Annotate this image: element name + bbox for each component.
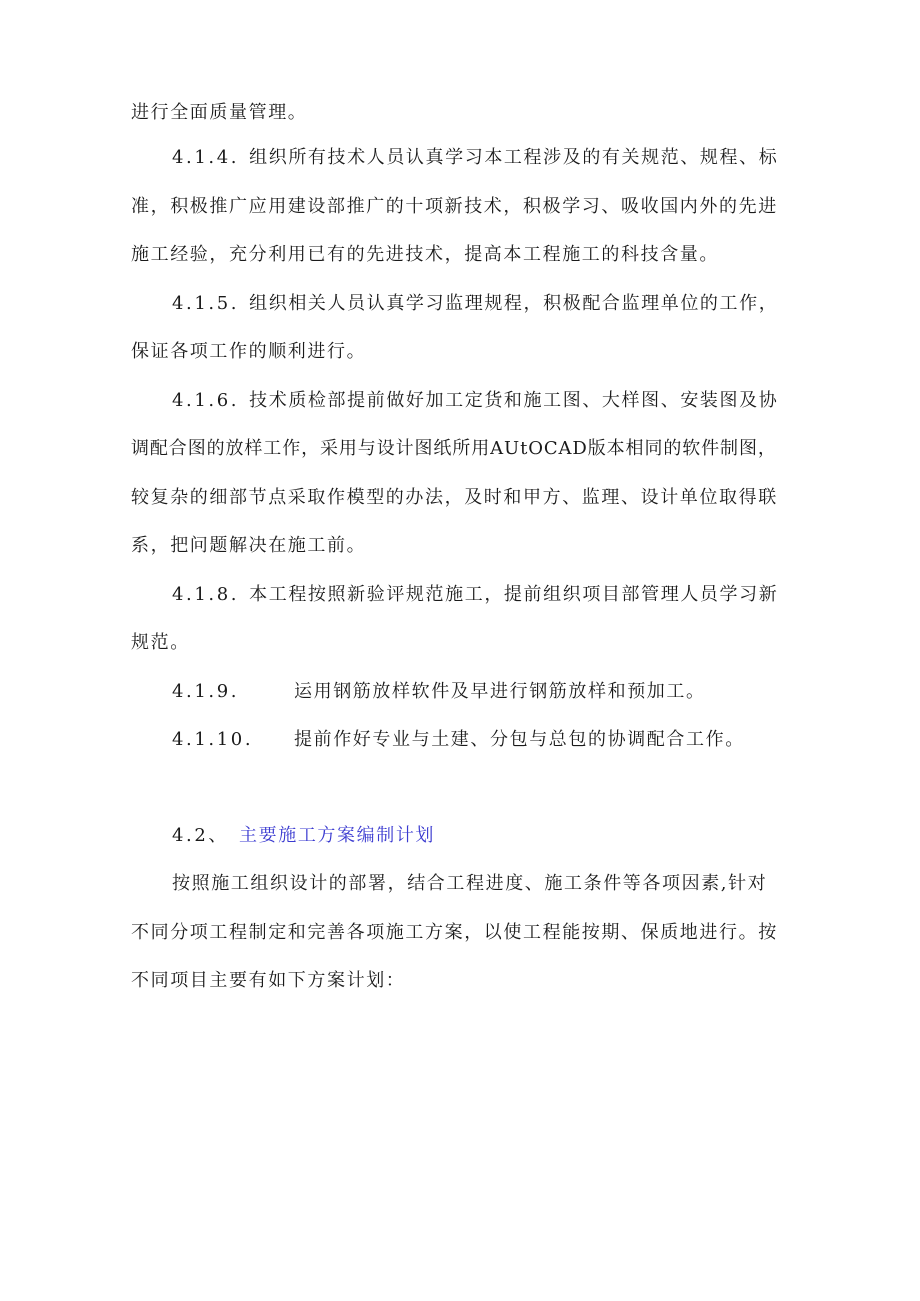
section-number: 4.2、: [172, 825, 230, 846]
item-number: 4.1.5.: [172, 293, 240, 314]
closing-paragraph: 按照施工组织设计的部署，结合工程进度、施工条件等各项因素,针对: [172, 873, 768, 894]
paragraph-continuation: 进行全面质量管理。: [131, 102, 308, 123]
paragraph-4-1-8: 4.1.8. 本工程按照新验评规范施工，提前组织项目部管理人员学习新: [172, 584, 779, 605]
paragraph-4-1-9: 4.1.9. 运用钢筋放样软件及早进行钢筋放样和预加工。: [172, 681, 706, 702]
paragraph-4-1-6-line-4: 系，把问题解决在施工前。: [131, 535, 367, 556]
paragraph-4-1-10: 4.1.10. 提前作好专业与土建、分包与总包的协调配合工作。: [172, 729, 745, 750]
item-number: 4.1.9.: [172, 681, 240, 702]
paragraph-4-1-4-line-3: 施工经验，充分利用已有的先进技术，提高本工程施工的科技含量。: [131, 244, 719, 265]
paragraph-4-1-6-line-2: 调配合图的放样工作，采用与设计图纸所用AUtOCAD版本相同的软件制图，: [131, 438, 777, 459]
item-number: 4.1.4.: [172, 147, 240, 168]
paragraph-4-1-6-line-3: 较复杂的细部节点采取作模型的办法，及时和甲方、监理、设计单位取得联: [131, 487, 778, 508]
paragraph-4-1-5-line-2: 保证各项工作的顺利进行。: [131, 341, 367, 362]
section-heading-4-2: [172, 824, 435, 848]
paragraph-4-1-4: 4.1.4. 组织所有技术人员认真学习本工程涉及的有关规范、规程、标: [172, 147, 779, 168]
closing-paragraph-line-2: 不同分项工程制定和完善各项施工方案，以使工程能按期、保质地进行。按: [131, 922, 778, 943]
paragraph-4-1-8-line-2: 规范。: [131, 632, 190, 653]
paragraph-4-1-4-line-2: 准，积极推广应用建设部推广的十项新技术，积极学习、吸收国内外的先进: [131, 196, 778, 217]
paragraph-4-1-5: 4.1.5. 组织相关人员认真学习监理规程，积极配合监理单位的工作，: [172, 293, 779, 314]
section-title-link[interactable]: 主要施工方案编制计划: [239, 825, 436, 846]
item-number: 4.1.10.: [172, 729, 254, 750]
item-number: 4.1.8.: [172, 584, 240, 605]
closing-paragraph-line-3: 不同项目主要有如下方案计划：: [131, 970, 406, 991]
paragraph-4-1-6: 4.1.6. 技术质检部提前做好加工定货和施工图、大样图、安装图及协: [172, 390, 779, 411]
item-number: 4.1.6.: [172, 390, 240, 411]
